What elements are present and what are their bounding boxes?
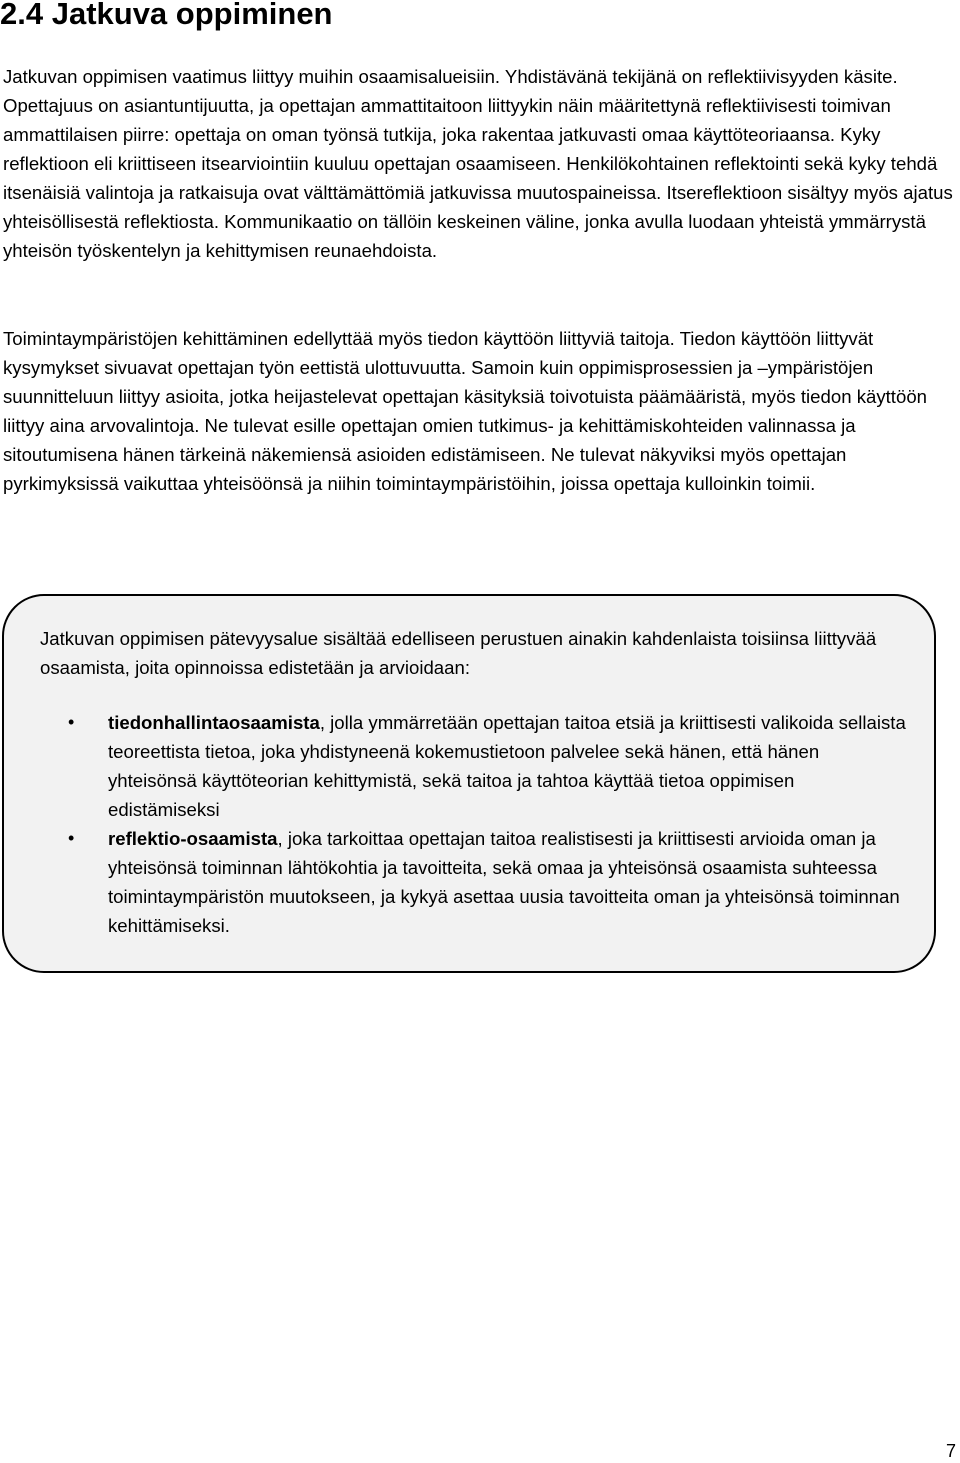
box-intro-text: Jatkuvan oppimisen pätevyysalue sisältää edelliseen perustuen ainakin kahdenlaista toisiinsa liittyvää osaamista, joita opinnoissa edistetään ja arvioidaan:: [40, 628, 877, 678]
section-heading: 2.4 Jatkuva oppiminen: [0, 0, 333, 31]
competence-list: [68, 708, 908, 940]
bullet-icon: •: [68, 828, 75, 848]
body-paragraph-1: Jatkuvan oppimisen vaatimus liittyy muihin osaamisalueisiin. Yhdistävänä tekijänä on reflektiivisyyden käsite. Opettajuus on asiantuntijuutta, ja opettajan ammattitaitoon liittyykin näin määritettynä reflektiivisesti toimivan ammattilaisen piirre: opettaja on oman työnsä tutkija, joka rakentaa jatkuvasti omaa käyttöteoriaansa. Kyky reflektioon eli kriittiseen itsearviointiin kuuluu opettajan osaamiseen. Henkilökohtainen reflektointi sekä kyky tehdä itsenäisiä valintoja ja ratkaisuja ovat välttämättömiä jatkuvissa muutospaineissa. Itsereflektioon sisältyy myös ajatus yhteisöllisestä reflektiosta. Kommunikaatio on tällöin keskeinen väline, jonka avulla luodaan yhteistä ymmärrystä yhteisön työskentelyn ja kehittymisen reunaehdoista.: [3, 66, 953, 261]
list-item-text: , joka tarkoittaa opettajan taitoa realistisesti ja kriittisesti arvioida oman ja yhteisönsä toiminnan lähtökohtia ja tavoitteita, sekä omaa ja yhteisönsä osaamista suhteessa toimintaympäristön muutokseen, ja kykyä asettaa uusia tavoitteita oman ja yhteisönsä toiminnan kehittämiseksi.: [108, 828, 900, 936]
list-item: [68, 824, 908, 940]
body-paragraph-2: Toimintaympäristöjen kehittäminen edellyttää myös tiedon käyttöön liittyviä taitoja. Tiedon käyttöön liittyvät kysymykset sivuavat opettajan työn eettistä ulottuvuutta. Samoin kuin oppimisprosessien ja –ympäristöjen suunnitteluun liittyy asioita, jotka heijastelevat opettajan käsityksiä toivotuista päämääristä, myös tiedon käyttöön liittyy aina arvovalintoja. Ne tulevat esille opettajan omien tutkimus- ja kehittämiskohteiden valinnassa ja sitoutumisena hänen tärkeinä näkemiensä asioiden edistämiseen. Ne tulevat näkyviksi myös opettajan pyrkimyksissä vaikuttaa yhteisöönsä ja niihin toimintaympäristöihin, joissa opettaja kulloinkin toimii.: [3, 328, 927, 494]
list-item-term: tiedonhallintaosaamista: [108, 712, 320, 733]
bullet-icon: •: [68, 712, 75, 732]
competence-summary-box: [2, 594, 936, 973]
list-item: [68, 708, 908, 824]
list-item-text: , jolla ymmärretään opettajan taitoa etsiä ja kriittisesti valikoida sellaista teoreettista tietoa, joka yhdistyneenä kokemustietoon palvelee sekä hänen, että hänen yhteisönsä käyttöteorian kehittymistä, sekä taitoa ja tahtoa käyttää tietoa oppimisen edistämiseksi: [108, 712, 906, 820]
page-number: 7: [945, 1441, 956, 1461]
list-item-term: reflektio-osaamista: [108, 828, 278, 849]
